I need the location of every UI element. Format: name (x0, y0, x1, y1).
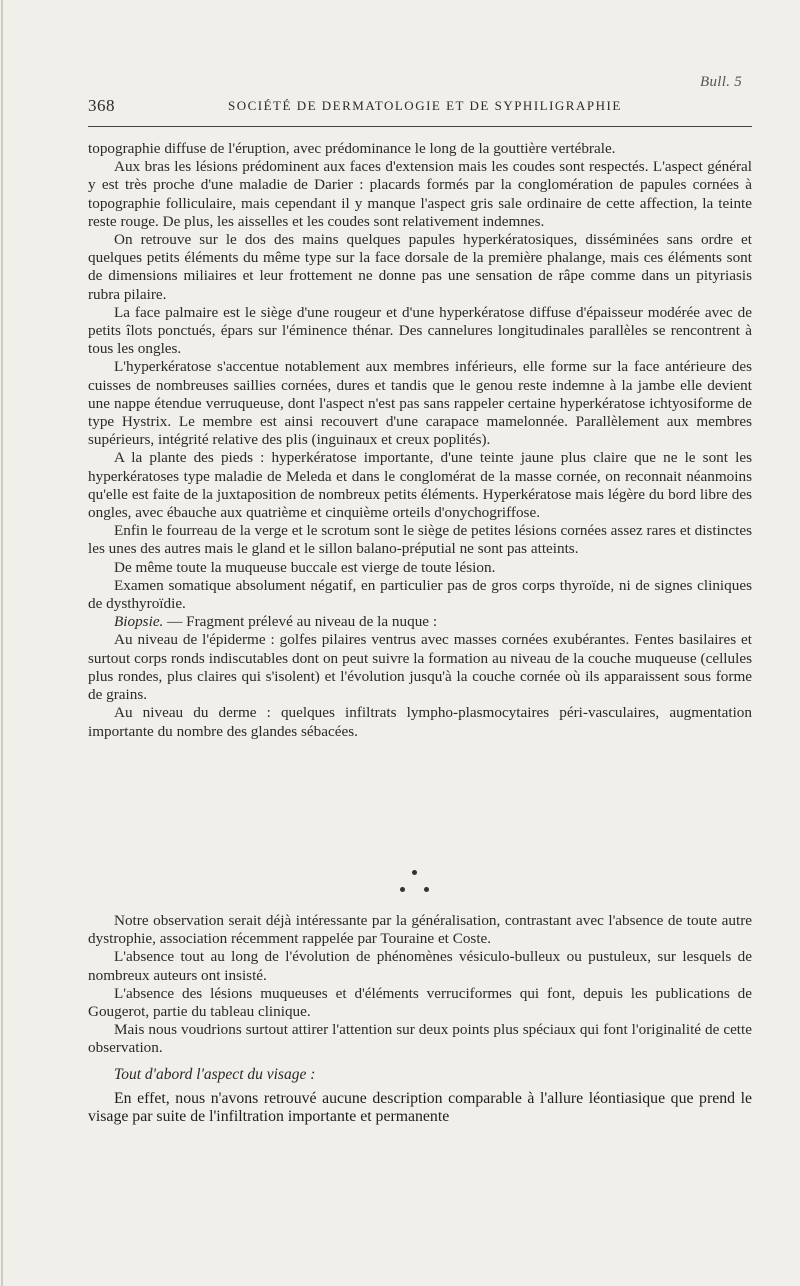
biopsy-label: Biopsie. (114, 613, 164, 631)
biopsy-text: — Fragment prélevé au niveau de la nuque : (163, 613, 438, 631)
bulletin-label: Bull. 5 (700, 74, 743, 90)
paragraph: De même toute la muqueuse buccale est vierge de toute lésion. (114, 558, 496, 576)
paragraph: En effet, nous n'avons retrouvé aucune description comparable à l'allure léontiasique que prend le visage par suite de l'infiltration importante et permanente (88, 1089, 752, 1126)
paragraph: A la plante des pieds : hyperkératose importante, d'une teinte jaune plus claire que ne le sont les hyperkératoses type maladie de Meleda et dans le conglomérat de la masse cornée, on reconnait néanmoins qu'elle est faite de la juxtaposition de nombreux petits éléments. Hyperkératose mais légère du bord libre des ongles, avec ébauche aux quatrième et cinquième orteils d'onychogriffose. (88, 449, 752, 522)
paragraph: L'hyperkératose s'accentue notablement aux membres inférieurs, elle forme sur la face antérieure des cuisses de nombreuses saillies cornées, dures et tandis que le genou reste indemne à la jambe elle devient une nappe étendue verruqueuse, dont l'aspect n'est pas sans rappeler certaine hyperkératose ichtyosiforme de type Hystrix. Le membre est ainsi recouvert d'une carapace mamelonnée. Parallèlement aux membres supérieurs, intégrité relative des plis (inguinaux et creux poplités). (88, 358, 752, 449)
page-header (88, 96, 752, 120)
header-rule (88, 126, 752, 127)
discussion-text (88, 912, 752, 1126)
paragraph: Au niveau du derme : quelques infiltrats lympho-plasmocytaires péri-vasculaires, augmentation importante du nombre des glandes sébacées. (88, 704, 752, 740)
observation-text (88, 140, 752, 741)
page-number: 368 (88, 96, 115, 115)
paragraph: L'absence tout au long de l'évolution de phénomènes vésiculo-bulleux ou pustuleux, sur lesquels de nombreux auteurs ont insisté. (88, 948, 752, 984)
paragraph: Aux bras les lésions prédominent aux faces d'extension mais les coudes sont respectés. L'aspect général y est très proche d'une maladie de Darier : placards formés par la conglomération de papules cornées à topographie folliculaire, mais cependant il y manque l'aspect gris sale ordinaire de cette affection, la teinte reste rouge. De plus, les aisselles et les coudes sont relativement indemnes. (88, 158, 752, 230)
paragraph: Mais nous voudrions surtout attirer l'attention sur deux points plus spéciaux qui font l'originalité de cette observation. (88, 1021, 752, 1057)
section-subheading: Tout d'abord l'aspect du visage : (114, 1065, 316, 1083)
paragraph: On retrouve sur le dos des mains quelques papules hyperkératosiques, disséminées sans ordre et quelques petits éléments du même type sur la face dorsale de la première phalange, mais ces éléments sont de dimensions miliaires et leur frottement ne donne pas une sensation de râpe comme dans un pityriasis rubra pilaire. (88, 231, 752, 303)
asterism-divider (395, 862, 435, 898)
paragraph: Notre observation serait déjà intéressante par la généralisation, contrastant avec l'absence de toute autre dystrophie, association récemment rappelée par Touraine et Coste. (88, 912, 752, 948)
binding-edge (1, 0, 3, 1286)
paragraph: La face palmaire est le siège d'une rougeur et d'une hyperkératose diffuse d'épaisseur modérée avec de petits îlots ponctués, épars sur l'éminence thénar. Des cannelures longitudinales parallèles se rencontrent à tous les ongles. (88, 303, 752, 358)
paragraph: topographie diffuse de l'éruption, avec prédominance le long de la gouttière vertébrale. (88, 140, 616, 157)
paragraph: Enfin le fourreau de la verge et le scrotum sont le siège de petites lésions cornées assez rares et distinctes les unes des autres mais le gland et le sillon balano-préputial ne sont pas atteints. (88, 522, 752, 558)
paragraph: Au niveau de l'épiderme : golfes pilaires ventrus avec masses cornées exubérantes. Fentes basilaires et surtout corps ronds indiscutables dont on peut suivre la formation au niveau de la couche muqueuse (cellules plus rondes, plus claires qui s'isolent) et l'évolution jusqu'à la couche cornée où ils apparaissent sous forme de grains. (88, 631, 752, 704)
running-head: SOCIÉTÉ DE DERMATOLOGIE ET DE SYPHILIGRAPHIE (228, 98, 622, 113)
paragraph: L'absence des lésions muqueuses et d'éléments verruciformes qui font, depuis les publications de Gougerot, partie du tableau clinique. (88, 984, 752, 1021)
paragraph: Examen somatique absolument négatif, en particulier pas de gros corps thyroïde, ni de signes cliniques de dysthyroïdie. (88, 576, 752, 613)
biopsy-paragraph (88, 613, 752, 631)
